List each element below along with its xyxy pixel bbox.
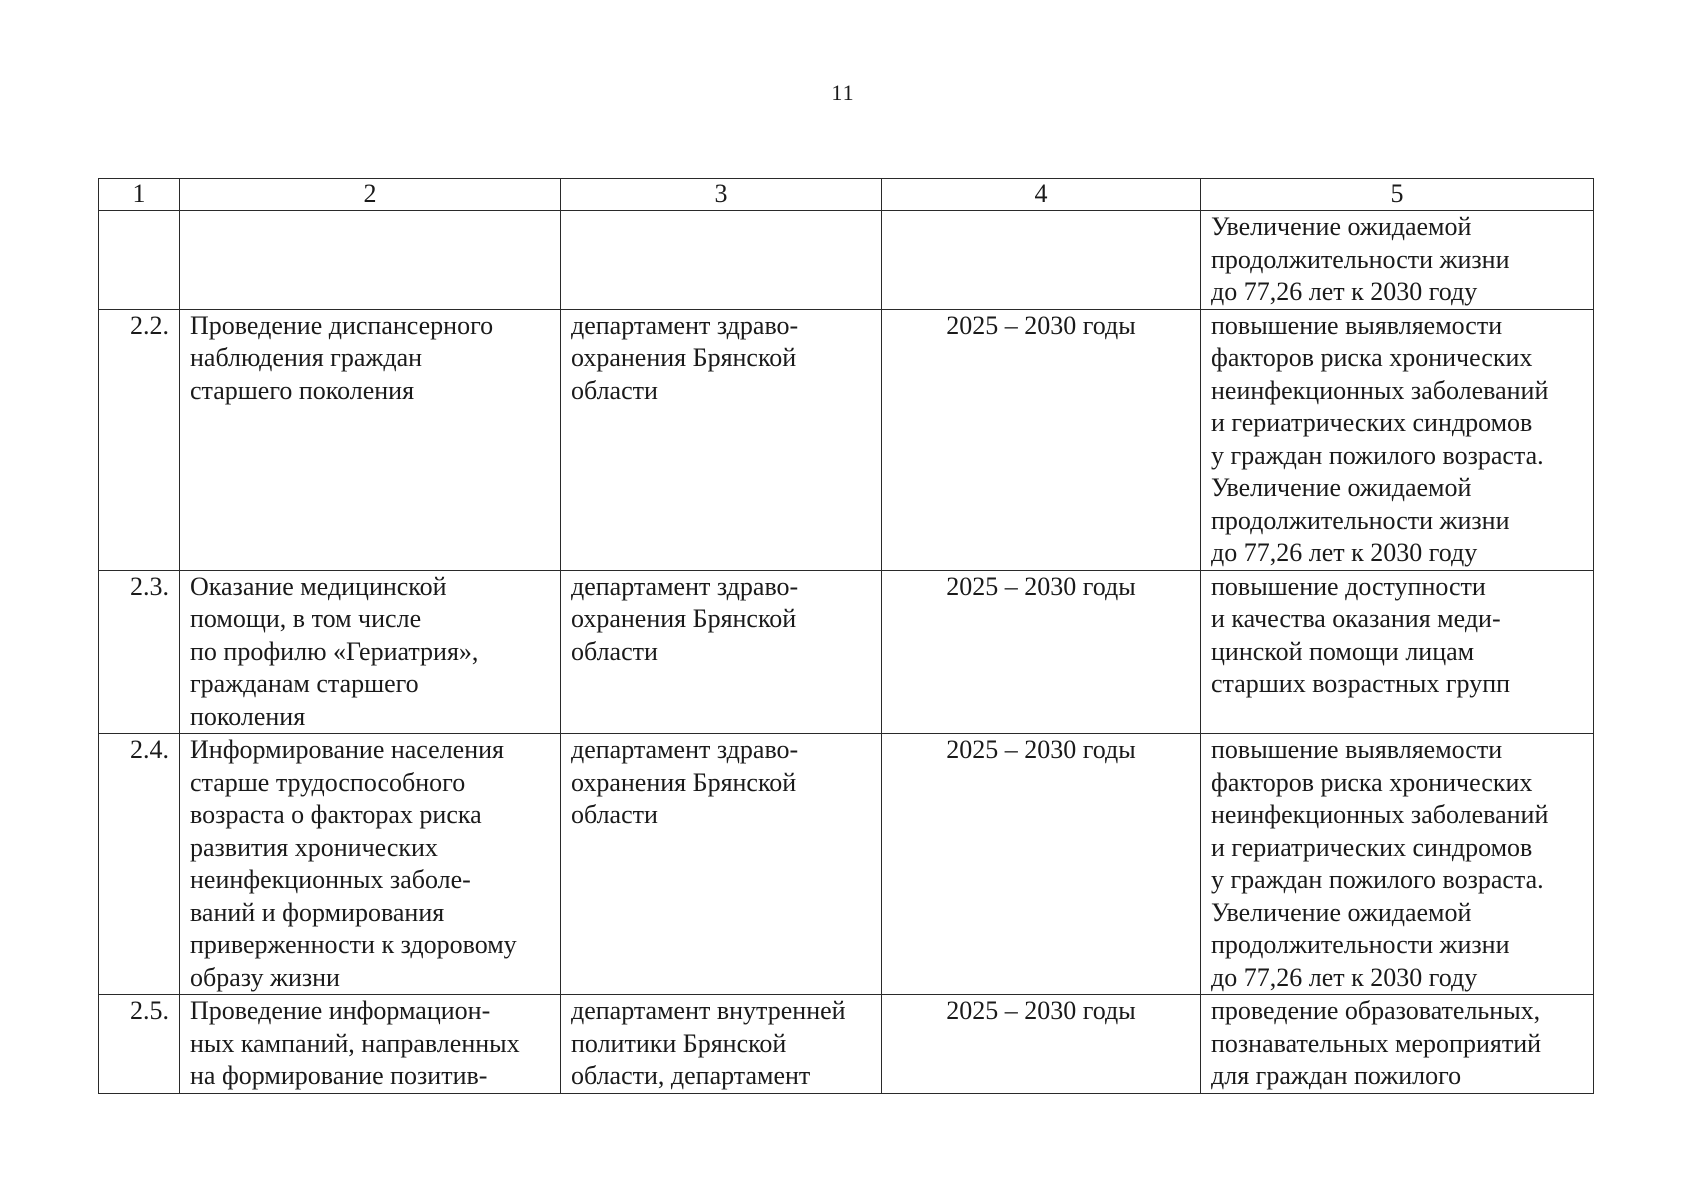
column-header-4: 4 bbox=[882, 179, 1201, 211]
executor-cell bbox=[561, 570, 882, 734]
cell-line: до 77,26 лет к 2030 году bbox=[1211, 962, 1478, 992]
activity-cell bbox=[180, 734, 561, 995]
row-number bbox=[99, 211, 180, 310]
page-number: 11 bbox=[831, 80, 855, 105]
cell-line: области bbox=[571, 375, 658, 405]
cell-line: приверженности к здоровому bbox=[190, 930, 517, 959]
period-cell: 2025 – 2030 годы bbox=[882, 570, 1201, 734]
cell-line: старше трудоспособного bbox=[190, 767, 466, 797]
cell-line: охранения Брянской bbox=[571, 343, 797, 372]
cell-line: для граждан пожилого bbox=[1211, 1061, 1462, 1090]
result-cell bbox=[1201, 570, 1594, 734]
cell-line: ваний и формирования bbox=[190, 897, 445, 927]
cell-line: Оказание медицинской bbox=[190, 571, 447, 601]
period-cell: 2025 – 2030 годы bbox=[882, 995, 1201, 1094]
cell-line: Увеличение ожидаемой bbox=[1211, 473, 1472, 502]
cell-line: проведение образовательных, bbox=[1211, 996, 1541, 1025]
cell-line: и качества оказания меди- bbox=[1211, 604, 1501, 633]
cell-line: и гериатрических синдромов bbox=[1211, 832, 1533, 862]
cell-line: продолжительности жизни bbox=[1211, 505, 1510, 535]
activity-cell bbox=[180, 309, 561, 570]
cell-line: поколения bbox=[190, 701, 306, 731]
table-row bbox=[99, 211, 1594, 310]
period-cell bbox=[882, 211, 1201, 310]
cell-line: познавательных мероприятий bbox=[1211, 1028, 1542, 1058]
cell-line: неинфекционных заболе- bbox=[190, 865, 471, 894]
cell-line: Увеличение ожидаемой bbox=[1211, 897, 1472, 927]
cell-line: у граждан пожилого возраста. bbox=[1211, 440, 1544, 470]
cell-line: повышение доступности bbox=[1211, 571, 1486, 601]
cell-line: на формирование позитив- bbox=[190, 1061, 488, 1090]
cell-line: неинфекционных заболеваний bbox=[1211, 800, 1549, 829]
cell-line: до 77,26 лет к 2030 году bbox=[1211, 538, 1478, 567]
cell-line: области bbox=[571, 636, 658, 666]
cell-line: Проведение информацион- bbox=[190, 996, 491, 1025]
cell-line: повышение выявляемости bbox=[1211, 735, 1503, 764]
executor-cell bbox=[561, 734, 882, 995]
cell-line: департамент здраво- bbox=[571, 571, 799, 601]
table-row bbox=[99, 309, 1594, 570]
table-row bbox=[99, 734, 1594, 995]
executor-cell bbox=[561, 211, 882, 310]
cell-line: политики Брянской bbox=[571, 1028, 787, 1058]
cell-line: департамент здраво- bbox=[571, 735, 799, 764]
column-header-5: 5 bbox=[1201, 179, 1594, 211]
cell-line: старшего поколения bbox=[190, 375, 415, 405]
cell-line: факторов риска хронических bbox=[1211, 767, 1533, 797]
cell-line: продолжительности жизни bbox=[1211, 244, 1510, 274]
activity-cell bbox=[180, 211, 561, 310]
result-cell bbox=[1201, 309, 1594, 570]
period-cell: 2025 – 2030 годы bbox=[882, 734, 1201, 995]
cell-line: старших возрастных групп bbox=[1211, 669, 1511, 698]
executor-cell bbox=[561, 309, 882, 570]
cell-line: охранения Брянской bbox=[571, 604, 797, 633]
cell-line: возраста о факторах риска bbox=[190, 800, 482, 829]
cell-line: неинфекционных заболеваний bbox=[1211, 375, 1549, 405]
column-header-3: 3 bbox=[561, 179, 882, 211]
cell-line: ных кампаний, направленных bbox=[190, 1028, 520, 1058]
cell-line: охранения Брянской bbox=[571, 767, 797, 797]
result-cell bbox=[1201, 734, 1594, 995]
cell-line: развития хронических bbox=[190, 832, 438, 862]
row-number: 2.5. bbox=[99, 995, 180, 1094]
row-number: 2.3. bbox=[99, 570, 180, 734]
activity-cell bbox=[180, 570, 561, 734]
cell-line: по профилю «Гериатрия», bbox=[190, 636, 479, 666]
cell-line: продолжительности жизни bbox=[1211, 930, 1510, 959]
cell-line: помощи, в том числе bbox=[190, 604, 422, 633]
cell-line: образу жизни bbox=[190, 962, 340, 992]
result-cell bbox=[1201, 211, 1594, 310]
table-row bbox=[99, 995, 1594, 1094]
cell-line: департамент внутренней bbox=[571, 996, 846, 1025]
table-header-row bbox=[99, 179, 1594, 211]
measures-table bbox=[98, 178, 1594, 1094]
cell-line: Информирование населения bbox=[190, 735, 505, 764]
cell-line: Увеличение ожидаемой bbox=[1211, 212, 1472, 241]
cell-line: Проведение диспансерного bbox=[190, 310, 494, 340]
cell-line: факторов риска хронических bbox=[1211, 343, 1533, 372]
cell-line: области, департамент bbox=[571, 1061, 811, 1090]
cell-line: наблюдения граждан bbox=[190, 343, 423, 372]
column-header-1: 1 bbox=[99, 179, 180, 211]
table-row bbox=[99, 570, 1594, 734]
cell-line: гражданам старшего bbox=[190, 669, 419, 698]
row-number: 2.4. bbox=[99, 734, 180, 995]
cell-line: и гериатрических синдромов bbox=[1211, 408, 1533, 437]
row-number: 2.2. bbox=[99, 309, 180, 570]
period-cell: 2025 – 2030 годы bbox=[882, 309, 1201, 570]
cell-line: области bbox=[571, 800, 658, 829]
activity-cell bbox=[180, 995, 561, 1094]
cell-line: до 77,26 лет к 2030 году bbox=[1211, 277, 1478, 306]
cell-line: цинской помощи лицам bbox=[1211, 636, 1475, 666]
cell-line: у граждан пожилого возраста. bbox=[1211, 865, 1544, 894]
executor-cell bbox=[561, 995, 882, 1094]
cell-line: департамент здраво- bbox=[571, 310, 799, 340]
column-header-2: 2 bbox=[180, 179, 561, 211]
result-cell bbox=[1201, 995, 1594, 1094]
cell-line: повышение выявляемости bbox=[1211, 310, 1503, 340]
